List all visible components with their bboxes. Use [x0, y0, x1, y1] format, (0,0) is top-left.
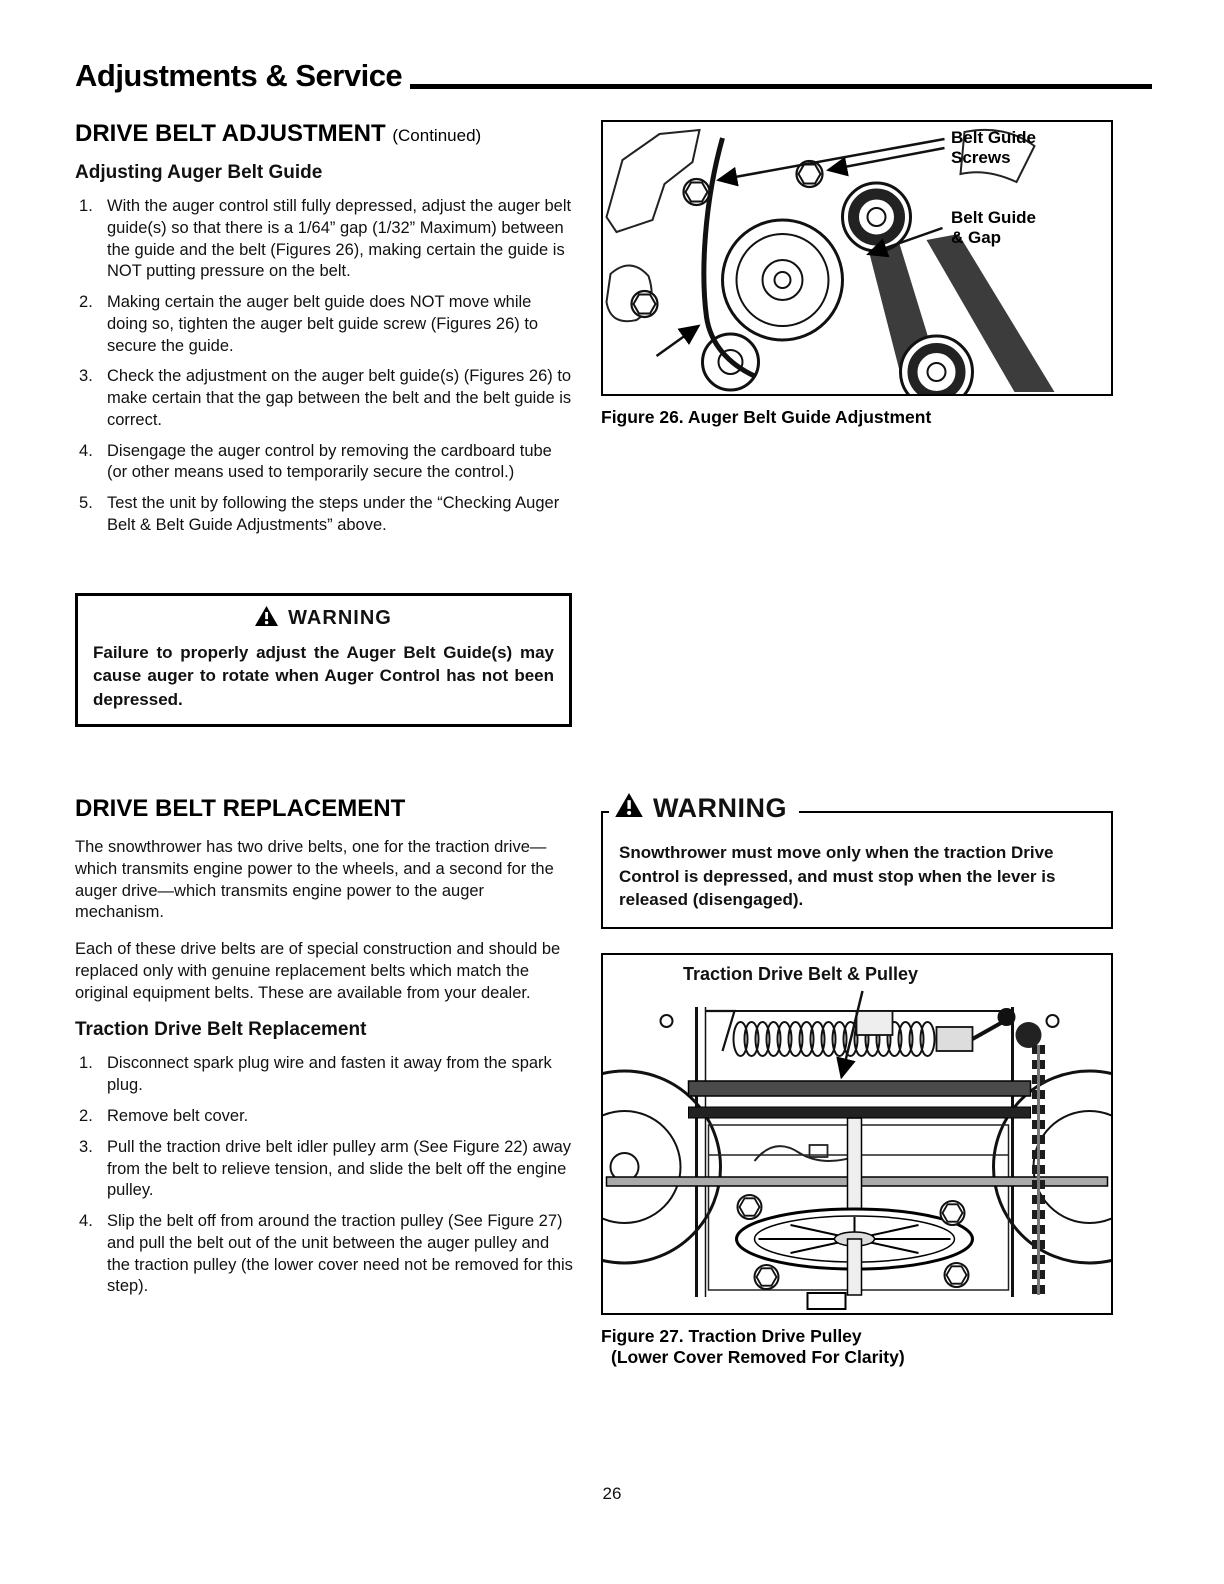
- section-continued-text: (Continued): [392, 126, 482, 145]
- list-item: With the auger control still fully depressed, adjust the auger belt guide(s) so that there is a 1/64” gap (1/32” Maximum) between the guide and the belt (Figures 26), making certain the guide is NOT putting pressure on the belt.: [107, 197, 572, 281]
- list-item: Disconnect spark plug wire and fasten it away from the spark plug.: [107, 1054, 552, 1095]
- warning-box-auger-guide: [75, 593, 572, 727]
- page-content: [75, 120, 1152, 1368]
- warning-title: WARNING: [653, 793, 787, 824]
- figure-26-label-screws: [951, 128, 1036, 168]
- figure-27-drawing: [603, 955, 1111, 1313]
- warning-body: Snowthrower must move only when the traction Drive Control is depressed, and must stop when the lever is released (disengaged).: [619, 843, 1056, 909]
- caption-line: Figure 27. Traction Drive Pulley: [601, 1326, 862, 1347]
- warning-body: Failure to properly adjust the Auger Belt Guide(s) may cause auger to rotate when Auger Control has not been depressed.: [93, 642, 554, 709]
- label-text: Belt Guide: [951, 208, 1037, 227]
- label-text: Screws: [951, 148, 1011, 168]
- page-header-title: Adjustments & Service: [75, 58, 403, 93]
- page-number: 26: [602, 1484, 622, 1503]
- warning-title-row: [609, 793, 799, 824]
- figure-26: [601, 120, 1113, 396]
- list-item: Disengage the auger control by removing the cardboard tube (or other means used to temporarily secure the control.): [107, 441, 552, 482]
- warning-title-row: [93, 606, 554, 632]
- right-column-top: [601, 120, 1113, 727]
- spring-coil: [734, 1022, 935, 1056]
- figure-26-caption: Figure 26. Auger Belt Guide Adjustment: [601, 407, 932, 427]
- list-item: Making certain the auger belt guide does NOT move while doing so, tighten the auger belt guide screw (Figures 26) to secure the guide.: [107, 293, 539, 355]
- subsection-adjusting-auger-belt-guide: Adjusting Auger Belt Guide: [75, 162, 323, 183]
- header-rule: [410, 84, 1152, 89]
- section-title-drive-belt-replacement: DRIVE BELT REPLACEMENT: [75, 795, 406, 823]
- list-item: Check the adjustment on the auger belt guide(s) (Figures 26) to make certain that the gap between the belt and the belt guide is correct.: [107, 367, 572, 429]
- label-text: & Gap: [951, 228, 1002, 248]
- figure-27: [601, 953, 1113, 1315]
- label-text: Belt Guide: [951, 128, 1037, 147]
- warning-icon: [255, 606, 278, 632]
- section-title-drive-belt-adjustment: [75, 120, 575, 148]
- list-item: Slip the belt off from around the traction pulley (See Figure 27) and pull the belt out of the unit between the auger pulley and the traction pulley (the lower cover need not be removed for this step).: [107, 1212, 573, 1296]
- warning-title: WARNING: [288, 607, 392, 630]
- figure-27-caption: [601, 1326, 1113, 1368]
- list-item: Pull the traction drive belt idler pulley arm (See Figure 22) away from the belt to relieve tension, and slide the belt off the engine pulley.: [107, 1137, 572, 1200]
- warning-icon: [615, 793, 643, 824]
- caption-line: (Lower Cover Removed For Clarity): [611, 1347, 905, 1368]
- left-column-top: [75, 120, 575, 727]
- page-header: [75, 58, 1152, 94]
- paragraph: The snowthrower has two drive belts, one for the traction drive—which transmits engine power to the wheels, and a second for the auger drive—which transmits engine power to the auger mechanism.: [75, 838, 554, 922]
- list-item: Test the unit by following the steps under the “Checking Auger Belt & Belt Guide Adjustments” above.: [107, 494, 560, 534]
- paragraph: Each of these drive belts are of special construction and should be replaced only with genuine replacement belts which match the original equipment belts. These are available from your dealer.: [75, 940, 561, 1002]
- warning-box-traction: [601, 793, 1113, 929]
- section-title-text: DRIVE BELT ADJUSTMENT: [75, 120, 386, 147]
- figure-27-label: Traction Drive Belt & Pulley: [683, 964, 919, 985]
- figure-26-label-gap: [951, 208, 1036, 248]
- adjust-steps-list: [75, 196, 575, 537]
- right-column-bottom: [601, 795, 1113, 1368]
- left-column-bottom: [75, 795, 575, 1368]
- subsection-traction-drive-belt-replacement: Traction Drive Belt Replacement: [75, 1019, 367, 1041]
- traction-steps-list: [75, 1053, 575, 1298]
- list-item: Remove belt cover.: [107, 1106, 249, 1125]
